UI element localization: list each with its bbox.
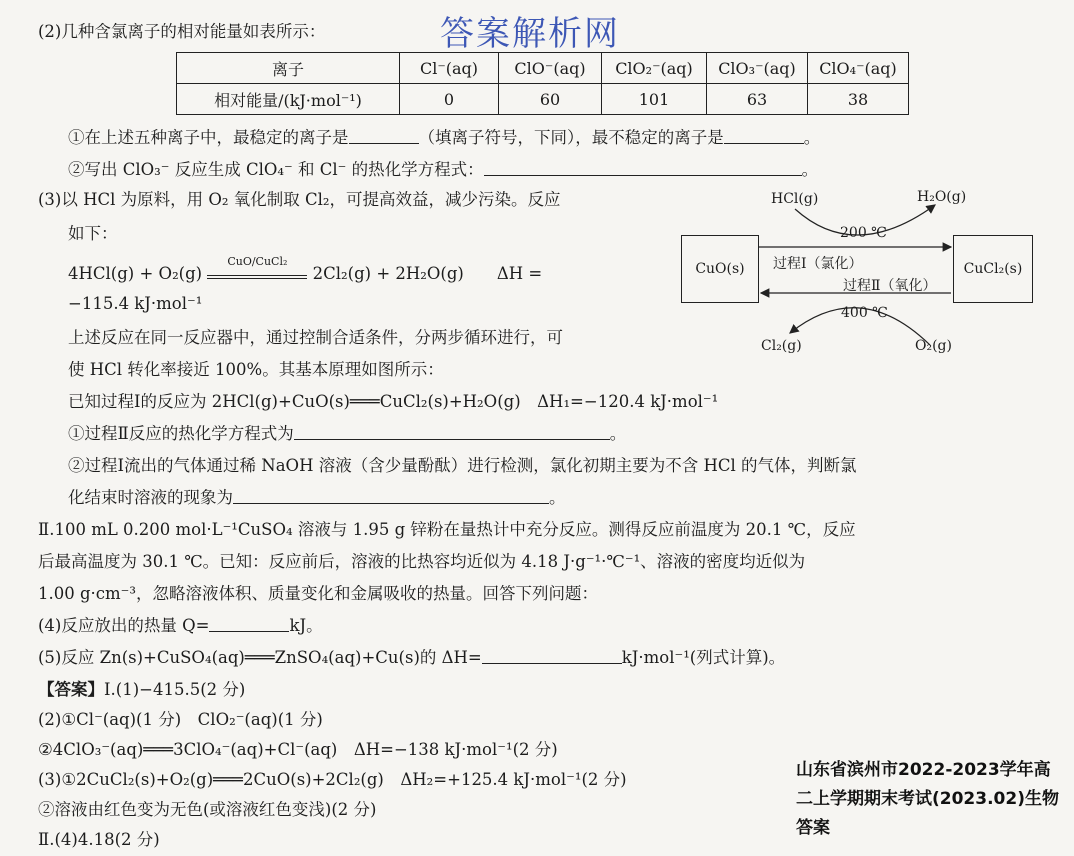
answer-blank[interactable] xyxy=(482,649,622,664)
h2o-label: H₂O(g) xyxy=(917,189,967,205)
q3-line-7: 已知过程Ⅰ的反应为 2HCl(g)+CuO(s)═══CuCl₂(s)+H₂O(g) ΔH₁=−120.4 kJ·mol⁻¹ xyxy=(68,392,719,411)
q3-dh: −115.4 kJ·mol⁻¹ xyxy=(68,294,203,313)
q2-2-text: ②写出 ClO₃⁻ 反应生成 ClO₄⁻ 和 Cl⁻ 的热化学方程式： xyxy=(68,160,484,179)
answer-line-3: ②4ClO₃⁻(aq)═══3ClO₄⁻(aq)+Cl⁻(aq) ΔH=−138 kJ·mol⁻¹(2 分) xyxy=(38,740,558,759)
q2-1-text-b: （填离子符号，下同），最不稳定的离子是 xyxy=(418,128,724,147)
q3-line-1: (3)以 HCl 为原料，用 O₂ 氧化制取 Cl₂，可提高效益，减少污染。反应 xyxy=(38,190,561,209)
table-row xyxy=(177,84,909,115)
table-cell: 38 xyxy=(808,84,909,115)
table-cell: ClO₄⁻(aq) xyxy=(808,53,909,84)
cuo-box: CuO(s) xyxy=(681,235,759,303)
punct: 。 xyxy=(801,160,819,179)
q5-text: (5)反应 Zn(s)+CuSO₄(aq)═══ZnSO₄(aq)+Cu(s)的 ΔH= xyxy=(38,648,482,667)
question-2-2 xyxy=(68,160,818,180)
answer-line-6: Ⅱ.(4)4.18(2 分) xyxy=(38,830,160,849)
q4-text: (4)反应放出的热量 Q= xyxy=(38,616,210,635)
table-cell: ClO₂⁻(aq) xyxy=(602,53,707,84)
table-header-energy: 相对能量/(kJ·mol⁻¹) xyxy=(177,84,400,115)
answer-blank[interactable] xyxy=(209,617,289,632)
cucl2-box: CuCl₂(s) xyxy=(953,235,1033,303)
punct: 。 xyxy=(549,488,566,507)
table-header-ion: 离子 xyxy=(177,53,400,84)
q3-equation xyxy=(68,255,543,284)
temp-400-label: 400 ℃ xyxy=(841,305,888,321)
punct: 。 xyxy=(803,128,821,147)
q3-line-5: 上述反应在同一反应器中，通过控制合适条件，分两步循环进行，可 xyxy=(68,328,563,347)
part2-line-2: 后最高温度为 30.1 ℃。已知：反应前后，溶液的比热容均近似为 4.18 J·g⁻¹·℃⁻¹、溶液的密度均近似为 xyxy=(38,552,806,571)
table-cell: ClO₃⁻(aq) xyxy=(707,53,808,84)
part2-line-3: 1.00 g·cm⁻³，忽略溶液体积、质量变化和金属吸收的热量。回答下列问题： xyxy=(38,584,599,603)
q3-line-9: ②过程Ⅰ流出的气体通过稀 NaOH 溶液（含少量酚酞）进行检测，氯化初期主要为不含 HCl 的气体，判断氯 xyxy=(68,456,857,475)
part2-line-1: Ⅱ.100 mL 0.200 mol·L⁻¹CuSO₄ 溶液与 1.95 g 锌粉在量热计中充分反应。测得反应前温度为 20.1 ℃，反应 xyxy=(38,520,856,539)
answer-line-1 xyxy=(38,680,245,700)
eq-arrow xyxy=(207,255,307,279)
question-5 xyxy=(38,648,785,668)
q3-line-6: 使 HCl 转化率接近 100%。其基本原理如图所示： xyxy=(68,360,444,379)
q3-8-text: ①过程Ⅱ反应的热化学方程式为 xyxy=(68,424,294,443)
question-2-1 xyxy=(68,128,820,148)
source-caption: 山东省滨州市2022-2023学年高二上学期期末考试(2023.02)生物答案 xyxy=(796,760,1059,838)
answer-blank[interactable] xyxy=(724,129,804,144)
table-cell: 63 xyxy=(707,84,808,115)
process-1-label: 过程Ⅰ（氯化） xyxy=(773,256,863,272)
question-4 xyxy=(38,616,323,636)
q3-line-10 xyxy=(68,488,566,508)
q2-intro: (2)几种含氯离子的相对能量如表所示： xyxy=(38,22,326,41)
table-cell: Cl⁻(aq) xyxy=(400,53,499,84)
q3-10-text: 化结束时溶液的现象为 xyxy=(68,488,233,507)
answer-blank[interactable] xyxy=(349,129,419,144)
cl2-label: Cl₂(g) xyxy=(761,338,802,354)
q5-unit: kJ·mol⁻¹(列式计算)。 xyxy=(621,648,786,667)
punct: 。 xyxy=(609,424,627,443)
q4-unit: kJ。 xyxy=(289,616,323,635)
table-row xyxy=(177,53,909,84)
process-2-label: 过程Ⅱ（氧化） xyxy=(843,278,937,294)
ion-energy-table xyxy=(176,52,909,115)
table-cell: 101 xyxy=(602,84,707,115)
answer-blank[interactable] xyxy=(294,425,610,440)
table-cell: 0 xyxy=(400,84,499,115)
catalyst-label: CuO/CuCl₂ xyxy=(227,255,288,268)
answer-1: Ⅰ.(1)−415.5(2 分) xyxy=(104,680,246,699)
hcl-label: HCl(g) xyxy=(771,191,819,207)
answer-line-2: (2)①Cl⁻(aq)(1 分) ClO₂⁻(aq)(1 分) xyxy=(38,710,323,729)
watermark-text: 答案解析网 xyxy=(440,14,620,54)
table-cell: ClO⁻(aq) xyxy=(499,53,602,84)
eq-left: 4HCl(g) + O₂(g) xyxy=(68,264,203,283)
table-cell: 60 xyxy=(499,84,602,115)
answer-heading: 【答案】 xyxy=(38,680,104,699)
answer-line-5: ②溶液由红色变为无色(或溶液红色变浅)(2 分) xyxy=(38,800,377,819)
answer-blank[interactable] xyxy=(233,489,549,504)
q2-1-text-a: ①在上述五种离子中，最稳定的离子是 xyxy=(68,128,349,147)
eq-right: 2Cl₂(g) + 2H₂O(g) ΔH = xyxy=(312,264,543,283)
answer-blank[interactable] xyxy=(484,161,802,176)
o2-label: O₂(g) xyxy=(915,338,952,354)
temp-200-label: 200 ℃ xyxy=(840,225,887,241)
q3-line-2: 如下： xyxy=(68,224,118,243)
answer-line-4: (3)①2CuCl₂(s)+O₂(g)═══2CuO(s)+2Cl₂(g) ΔH₂=+125.4 kJ·mol⁻¹(2 分) xyxy=(38,770,627,789)
q3-line-8 xyxy=(68,424,626,444)
process-diagram xyxy=(675,185,1045,360)
